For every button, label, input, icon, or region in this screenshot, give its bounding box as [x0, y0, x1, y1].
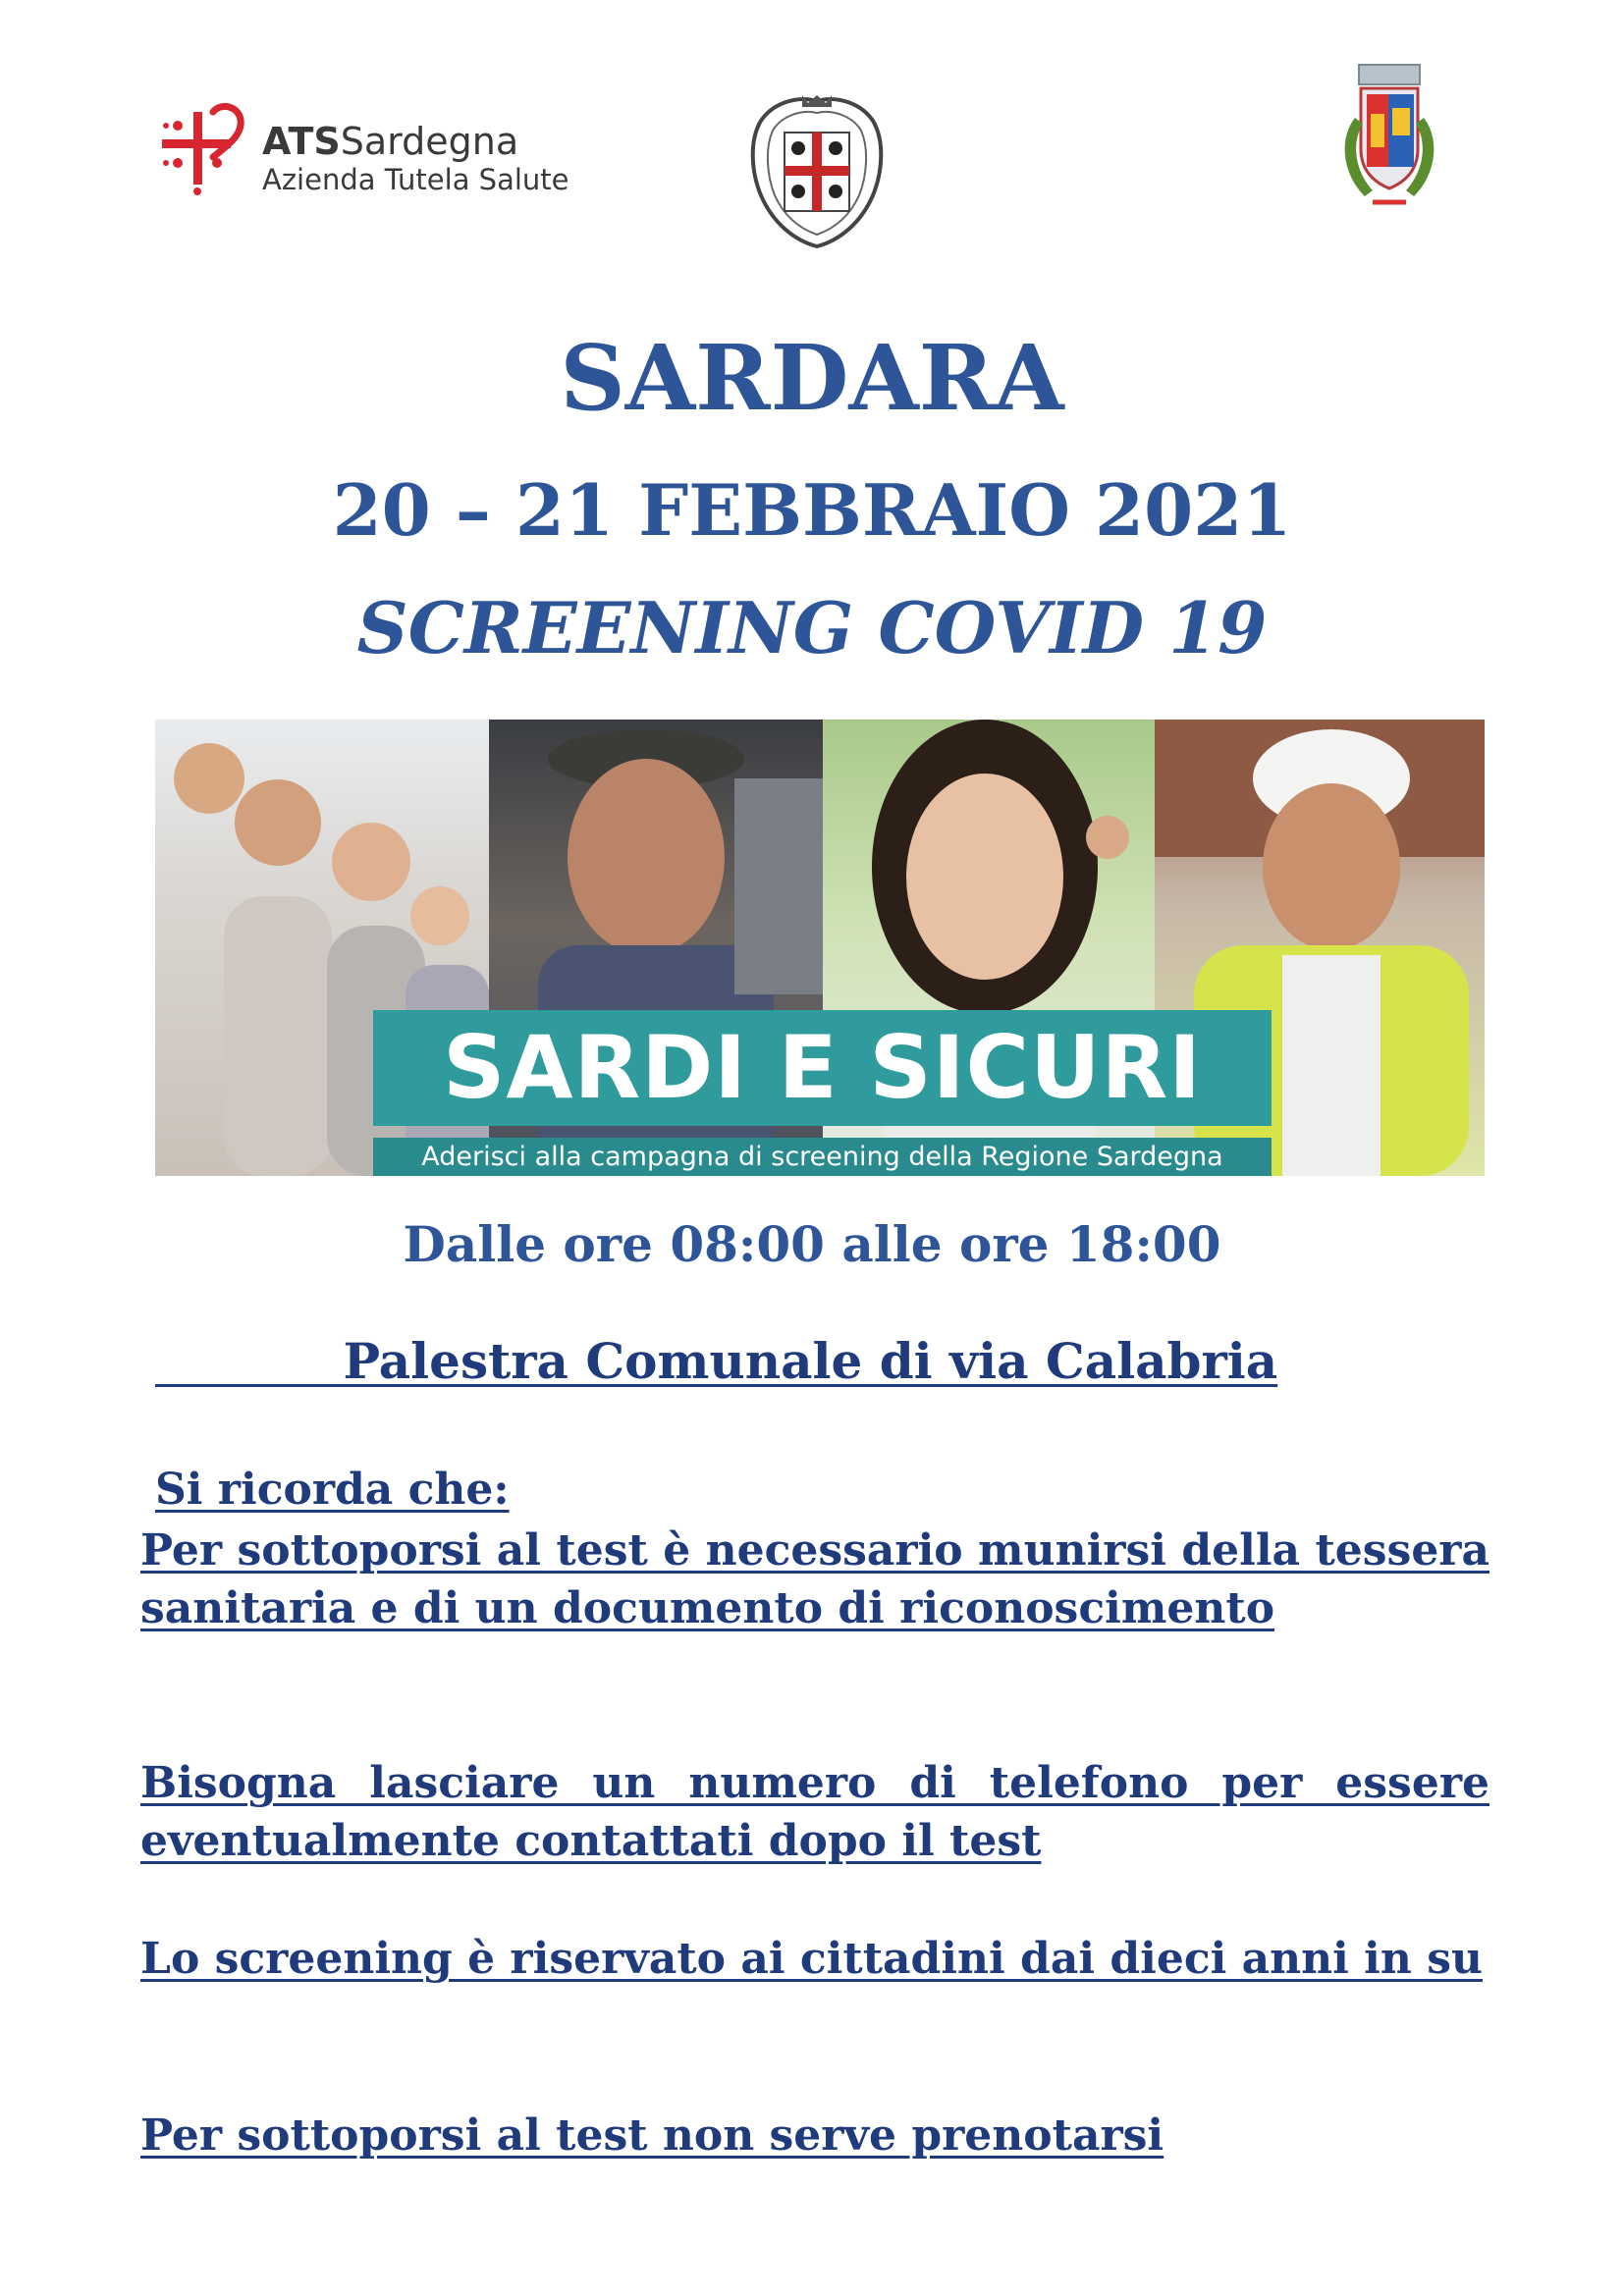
town-title: SARDARA — [560, 325, 1064, 431]
banner-headline: SARDI E SICURI — [442, 1017, 1203, 1118]
event-name: SCREENING COVID 19 — [356, 586, 1268, 669]
sardinia-coat-of-arms-icon — [743, 93, 891, 250]
opening-hours: Dalle ore 08:00 alle ore 18:00 — [403, 1215, 1221, 1273]
banner-subline: Aderisci alla campagna di screening della Regione Sardegna — [421, 1142, 1223, 1172]
ats-heart-cross-icon — [152, 98, 250, 196]
campaign-banner — [155, 720, 1485, 1176]
ats-logo-subtitle: Azienda Tutela Salute — [262, 163, 569, 196]
reminder-item: Per sottoporsi al test è necessario munirsi della tessera sanitaria e di un documento di riconoscimento — [140, 1525, 1489, 1633]
reminder-item: Per sottoporsi al test non serve prenotarsi — [140, 2110, 1164, 2161]
reminders-heading: Si ricorda che: — [155, 1465, 510, 1515]
sardara-coat-of-arms-icon — [1326, 59, 1453, 216]
reminder-item: Lo screening è riservato ai cittadini dai dieci anni in su — [140, 1934, 1483, 1984]
event-dates: 20 – 21 FEBBRAIO 2021 — [332, 468, 1292, 552]
reminder-item: Bisogna lasciare un numero di telefono per essere eventualmente contattati dopo il test — [140, 1758, 1489, 1866]
ats-sardegna-logo — [152, 98, 584, 206]
location-name: Palestra Comunale di via Calabria — [343, 1332, 1278, 1390]
ats-logo-name: ATSSardegna — [262, 120, 519, 163]
